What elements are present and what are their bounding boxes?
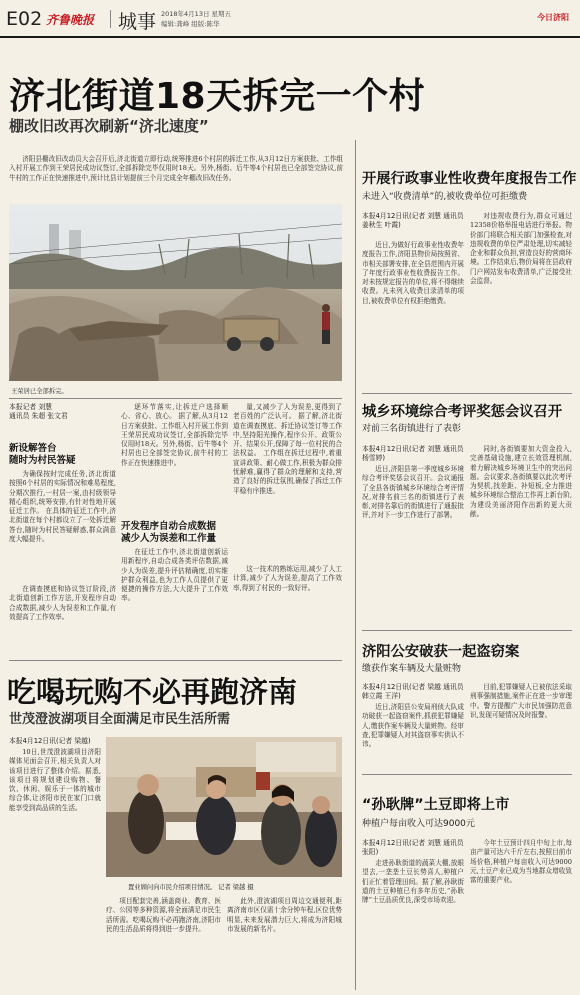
- story6-headline: 吃喝玩购不必再跑济南: [7, 675, 298, 709]
- lead-col3: 量,又减少了人为误差,更得到了老百姓的广泛认可。 据了解,济北街道在调查摸底、拆迁协议签订等工作中,坚持阳光操作,程序公开、政策公开、结果公开,保障了每一位村民的合法权益。 工作组在拆迁过程中,着重宣讲政策、耐心做工作,积极为群众排忧解难,赢得了群众的理解和支持,营造了良好的拆迁氛围,确保了拆迁工作平稳有序推进。: [233, 403, 342, 495]
- section-badge: 今日济阳: [537, 13, 569, 22]
- story4-bottom-rule: [362, 774, 572, 775]
- masthead: [0, 0, 580, 36]
- lead-byline: 本报记者 刘慧 通讯员 朱超 张文君: [9, 403, 68, 421]
- lead-col3b: 这一技术的熟练运用,减少了人工计算,减少了人为误差,提高了工作效率,得到了村民的一致好评。: [233, 565, 342, 592]
- story3-col1: 近日,济阳县第一季度城乡环境综合考评奖惩会议召开。会议通报了全县各街镇城乡环境综合考评情况,对排名前三名的街镇进行了表彰,对排名靠后的街镇进行了通报批评,并对下一步工作进行了部署。: [362, 465, 464, 520]
- editors: 编辑:龚峰 组版:陈华: [161, 20, 220, 28]
- story6-col2: 项目配套完善,涵盖商业、教育、医疗、公园等多种资源,将全面满足市民生活所需。吃喝玩购不必再跑济南,济阳市民的生活品质将得到进一步提升。: [106, 897, 221, 933]
- story5-subhead: 种植户每亩收入可达9000元: [362, 819, 475, 829]
- lead-subhead: 棚改旧改再次刷新“济北速度”: [9, 117, 209, 135]
- story6-col3: 此外,澄波湖项目周边交通便利,距离济南市区仅需十余分钟车程,区位优势明显,未来发展潜力巨大,将成为济阳城市发展的新名片。: [227, 897, 342, 933]
- demolition-photo: [9, 204, 342, 381]
- lead-sub1: 新设解答台 随时为村民答疑: [9, 443, 76, 466]
- lead-sub2: 开发程序自动合成数据 减少人为误差和工作量: [121, 521, 217, 544]
- story5-headline: “孙耿牌”土豆即将上市: [362, 797, 510, 813]
- header-divider: [110, 10, 111, 28]
- story4-subhead: 缴获作案车辆及大量赃物: [362, 664, 462, 674]
- story3-bottom-rule: [362, 630, 572, 631]
- story3-byline: 本报4月12日讯(记者 刘慧 通讯员 杨雪婷): [362, 445, 464, 463]
- story3-headline: 城乡环境综合考评奖惩会议召开: [362, 404, 563, 420]
- story6-byline: 本报4月12日讯(记者 梁越): [9, 737, 91, 745]
- lead-photo-rule: [9, 398, 342, 399]
- story5-col1: 走进孙耿街道的蔬菜大棚,放眼望去,一垄垄土豆长势喜人,种植户们正忙着管理田间。据了解,孙耿街道的土豆种植已有多年历史,“孙耿牌”土豆品质优良,深受市场欢迎。: [362, 859, 464, 905]
- story2-col1: 近日,为做好行政事业性收费年度报告工作,济阳县物价局按照省、市相关部署安排,在全县范围内开展了年度行政事业性收费报告工作。对未按规定报告的单位,将不得继续收费。凡未列入收费目录清单的项目,被收费单位有权拒绝缴费。: [362, 241, 464, 305]
- section-name: 城事: [118, 11, 157, 33]
- lead-col1: 为确保按时完成任务,济北街道按照6个村居的实际情况和难易程度,分期次推行,一村居一案,由村级领导精心组织,统筹安排,有针对性地开展征迁工作。 在具体的征迁工作中,济北街道在每个村都设立了一处拆迁解答台,随时为村民答疑解惑,群众满意度大幅提升。: [9, 470, 116, 544]
- story2-headline: 开展行政事业性收费年度报告工作: [362, 171, 577, 187]
- sales-office-photo-caption: 置业顾问向市民介绍项目情况。 记者 梁越 摄: [128, 884, 254, 891]
- story4-col1: 近日,济阳县公安局刑侦大队成功破获一起盗窃案件,抓获犯罪嫌疑人,缴获作案车辆及大量赃物。经审查,犯罪嫌疑人对其盗窃事实供认不讳。: [362, 703, 464, 749]
- issue-date: 2018年4月13日 星期五: [161, 10, 232, 18]
- lead-col2: 逐环节落实,让拆迁户选择顺心、省心、放心。 据了解,从3月12日方案获批、工作组入村开展工作到王荣居民成功议签订,全部拆除完毕仅用时18天。另外,杨街、后牛等4个村居也已全部签完协议,前牛村的工作正在快速推进中。: [121, 403, 228, 467]
- lead-col2b: 在征迁工作中,济北街道创新运用新程序,自动合成各类评估数据,减少人为误差,提升评估精确度,切实维护群众利益,也为工作人员提供了更便捷的操作方法,大大提升了工作效率。: [121, 548, 228, 603]
- story5-byline: 本报4月12日讯(记者 刘慧 通讯员 张阳): [362, 839, 464, 857]
- story2-col2: 对违规收费行为,群众可通过12358价格举报电话进行举报。物价部门将联合相关部门加强检查,对违规收费的单位严肃处理,切实减轻企业和群众负担,营造良好的营商环境。工作结束后,物价局将在县政府门户网站发布收费清单,广泛接受社会监督。: [470, 212, 572, 286]
- story6-subhead: 世茂澄波湖项目全面满足市民生活所需: [9, 712, 231, 727]
- story3-col2: 同时,各街镇要加大资金投入,完善基础设施,建立长效管理机制,着力解决城乡环境卫生中的突出问题。会议要求,各街镇要以此次考评为契机,找差距、补短板,全力推进城乡环境综合整治工作再上新台阶,为建设美丽济阳作出新的更大贡献。: [470, 445, 572, 519]
- lead-bottom-rule: [9, 660, 342, 661]
- story2-byline: 本报4月12日讯(记者 刘慧 通讯员 姜秋生 叶霞): [362, 212, 464, 230]
- story5-col2: 今年土豆预计四月中旬上市,每亩产量可达六千斤左右,按照目前市场价格,种植户每亩收入可达9000元,土豆产业已成为当地群众增收致富的重要产业。: [470, 839, 572, 885]
- section-code: E02: [6, 8, 43, 30]
- story4-col2: 目前,犯罪嫌疑人已被依法采取刑事强制措施,案件正在进一步审理中。警方提醒广大市民加强防范意识,发现可疑情况及时报警。: [470, 683, 572, 719]
- sales-office-photo: [106, 737, 342, 877]
- story2-subhead: 未进入“收费清单”的,被收费单位可拒缴费: [362, 192, 528, 202]
- lead-col1b: 在调查摸底和协议签订阶段,济北街道创新工作方法,开发程序自动合成数据,减少人为误差和工作量,有效提高了工作效率。: [9, 585, 116, 621]
- right-column-separator: [355, 140, 356, 990]
- story6-col1: 10日,世茂澄波湖项目济阳媒体见面会召开,相关负责人对该项目进行了整体介绍。据悉,该项目将规划建设购物、餐饮、休闲、娱乐于一体的城市综合体,让济阳市民在家门口就能享受到高品质的生活。: [9, 748, 101, 812]
- story2-bottom-rule: [362, 393, 572, 394]
- lead-summary: 济阳县棚改旧改动员大会召开后,济北街道立即行动,统筹推进6个村居的拆迁工作,从3月12日方案获批、工作组入村开展工作到王荣居民成功议签订,全部拆除完毕仅用时18天。另外,杨街、后牛等4个村居也已全部签完协议,前牛村的工作正在快速推进中,预计比县计划提前三个月完成全年棚改旧改任务。: [9, 155, 343, 182]
- paper-logo: 齐鲁晚报: [46, 13, 95, 27]
- sales-office-photo-image: [106, 737, 342, 877]
- story4-headline: 济阳公安破获一起盗窃案: [362, 644, 520, 660]
- lead-headline: 济北街道18天拆完一个村: [9, 76, 426, 117]
- masthead-rule: [0, 36, 580, 38]
- demolition-photo-image: [9, 204, 342, 381]
- story3-subhead: 对前三名街镇进行了表彰: [362, 424, 462, 434]
- story4-byline: 本报4月12日讯(记者 梁越 通讯员 韩立霞 王洋): [362, 683, 464, 701]
- demolition-photo-caption: 王荣居已全部拆完。: [11, 388, 68, 395]
